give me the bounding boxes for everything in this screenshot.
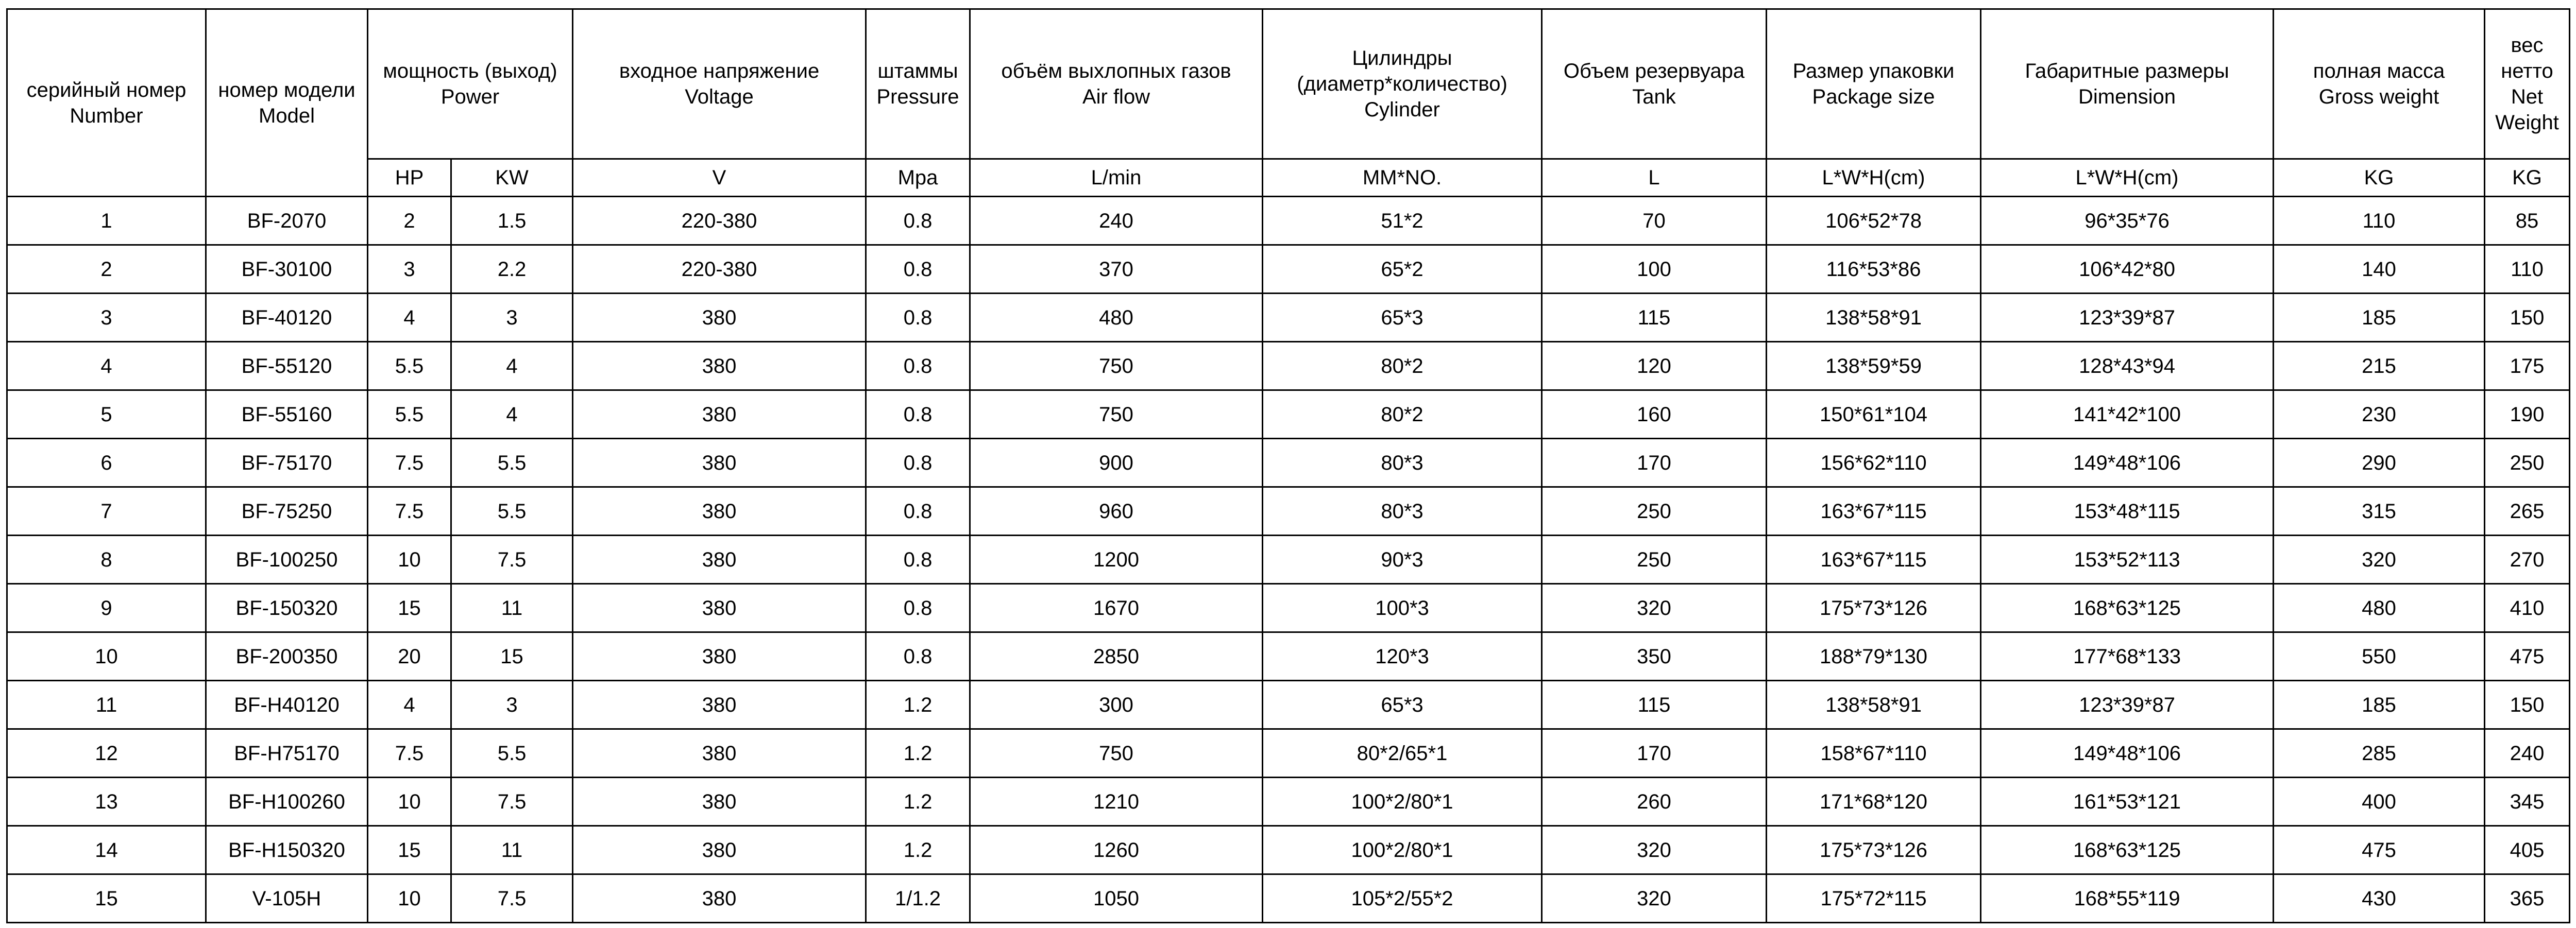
cell-cylinder: 80*3 — [1263, 439, 1542, 487]
cell-kw: 5.5 — [451, 487, 573, 536]
unit-voltage: V — [573, 159, 866, 197]
header-model: номер модели Model — [206, 9, 368, 197]
cell-package-size: 116*53*86 — [1767, 245, 1981, 294]
cell-net-weight: 345 — [2485, 778, 2570, 826]
table-row — [7, 439, 2570, 487]
cell-air-flow: 750 — [970, 729, 1263, 778]
cell-cylinder: 90*3 — [1263, 536, 1542, 584]
cell-gross-weight: 480 — [2274, 584, 2485, 632]
cell-gross-weight: 430 — [2274, 874, 2485, 923]
cell-net-weight: 85 — [2485, 197, 2570, 245]
table-row — [7, 826, 2570, 874]
cell-air-flow: 300 — [970, 681, 1263, 729]
cell-gross-weight: 550 — [2274, 632, 2485, 681]
cell-dimension: 96*35*76 — [1981, 197, 2274, 245]
cell-kw: 11 — [451, 826, 573, 874]
cell-pressure: 0.8 — [866, 632, 970, 681]
header-gross-weight: полная масса Gross weight — [2274, 9, 2485, 159]
cell-cylinder: 65*2 — [1263, 245, 1542, 294]
cell-dimension: 149*48*106 — [1981, 729, 2274, 778]
cell-gross-weight: 185 — [2274, 681, 2485, 729]
cell-model: BF-H100260 — [206, 778, 368, 826]
header-row — [7, 9, 2570, 159]
cell-kw: 11 — [451, 584, 573, 632]
cell-hp: 15 — [368, 584, 451, 632]
cell-package-size: 158*67*110 — [1767, 729, 1981, 778]
cell-cylinder: 80*2 — [1263, 390, 1542, 439]
cell-number: 14 — [7, 826, 206, 874]
cell-pressure: 1.2 — [866, 729, 970, 778]
cell-dimension: 141*42*100 — [1981, 390, 2274, 439]
cell-package-size: 150*61*104 — [1767, 390, 1981, 439]
cell-gross-weight: 110 — [2274, 197, 2485, 245]
cell-dimension: 123*39*87 — [1981, 294, 2274, 342]
cell-air-flow: 750 — [970, 342, 1263, 390]
header-air-flow: объём выхлопных газов Air flow — [970, 9, 1263, 159]
cell-cylinder: 120*3 — [1263, 632, 1542, 681]
table-row — [7, 294, 2570, 342]
cell-number: 5 — [7, 390, 206, 439]
cell-package-size: 138*58*91 — [1767, 681, 1981, 729]
cell-dimension: 123*39*87 — [1981, 681, 2274, 729]
cell-tank: 170 — [1542, 729, 1767, 778]
cell-package-size: 163*67*115 — [1767, 536, 1981, 584]
cell-pressure: 1/1.2 — [866, 874, 970, 923]
units-row — [7, 159, 2570, 197]
table-row — [7, 632, 2570, 681]
cell-hp: 7.5 — [368, 439, 451, 487]
cell-dimension: 149*48*106 — [1981, 439, 2274, 487]
cell-kw: 2.2 — [451, 245, 573, 294]
cell-model: BF-75170 — [206, 439, 368, 487]
cell-pressure: 0.8 — [866, 487, 970, 536]
cell-pressure: 0.8 — [866, 439, 970, 487]
cell-air-flow: 480 — [970, 294, 1263, 342]
cell-kw: 5.5 — [451, 439, 573, 487]
table-row — [7, 874, 2570, 923]
table-row — [7, 536, 2570, 584]
cell-pressure: 1.2 — [866, 826, 970, 874]
cell-pressure: 0.8 — [866, 584, 970, 632]
cell-kw: 7.5 — [451, 536, 573, 584]
cell-air-flow: 2850 — [970, 632, 1263, 681]
cell-package-size: 188*79*130 — [1767, 632, 1981, 681]
table-row — [7, 487, 2570, 536]
cell-cylinder: 80*2/65*1 — [1263, 729, 1542, 778]
unit-pressure: Mpa — [866, 159, 970, 197]
cell-cylinder: 51*2 — [1263, 197, 1542, 245]
cell-pressure: 0.8 — [866, 245, 970, 294]
cell-number: 10 — [7, 632, 206, 681]
cell-net-weight: 240 — [2485, 729, 2570, 778]
table-row — [7, 729, 2570, 778]
cell-hp: 10 — [368, 874, 451, 923]
cell-tank: 115 — [1542, 294, 1767, 342]
cell-net-weight: 405 — [2485, 826, 2570, 874]
cell-pressure: 1.2 — [866, 681, 970, 729]
cell-model: BF-55160 — [206, 390, 368, 439]
table-body — [7, 197, 2570, 923]
cell-pressure: 0.8 — [866, 342, 970, 390]
cell-air-flow: 900 — [970, 439, 1263, 487]
cell-net-weight: 150 — [2485, 294, 2570, 342]
header-net-weight: вес нетто Net Weight — [2485, 9, 2570, 159]
cell-gross-weight: 400 — [2274, 778, 2485, 826]
table-row — [7, 390, 2570, 439]
cell-gross-weight: 290 — [2274, 439, 2485, 487]
cell-tank: 100 — [1542, 245, 1767, 294]
cell-model: V-105H — [206, 874, 368, 923]
header-number: серийный номер Number — [7, 9, 206, 197]
cell-net-weight: 270 — [2485, 536, 2570, 584]
cell-model: BF-200350 — [206, 632, 368, 681]
cell-dimension: 153*48*115 — [1981, 487, 2274, 536]
cell-net-weight: 110 — [2485, 245, 2570, 294]
table-row — [7, 584, 2570, 632]
cell-model: BF-H150320 — [206, 826, 368, 874]
cell-net-weight: 150 — [2485, 681, 2570, 729]
cell-dimension: 168*55*119 — [1981, 874, 2274, 923]
cell-cylinder: 80*3 — [1263, 487, 1542, 536]
table-row — [7, 197, 2570, 245]
unit-kw: KW — [451, 159, 573, 197]
cell-kw: 7.5 — [451, 778, 573, 826]
cell-hp: 2 — [368, 197, 451, 245]
cell-dimension: 128*43*94 — [1981, 342, 2274, 390]
cell-net-weight: 475 — [2485, 632, 2570, 681]
cell-net-weight: 365 — [2485, 874, 2570, 923]
cell-package-size: 163*67*115 — [1767, 487, 1981, 536]
cell-model: BF-75250 — [206, 487, 368, 536]
cell-hp: 7.5 — [368, 487, 451, 536]
cell-model: BF-150320 — [206, 584, 368, 632]
cell-dimension: 106*42*80 — [1981, 245, 2274, 294]
cell-voltage: 380 — [573, 487, 866, 536]
cell-kw: 4 — [451, 342, 573, 390]
cell-kw: 1.5 — [451, 197, 573, 245]
cell-hp: 5.5 — [368, 342, 451, 390]
cell-package-size: 106*52*78 — [1767, 197, 1981, 245]
table-row — [7, 778, 2570, 826]
cell-voltage: 380 — [573, 826, 866, 874]
cell-tank: 250 — [1542, 487, 1767, 536]
header-voltage: входное напряжение Voltage — [573, 9, 866, 159]
cell-voltage: 220-380 — [573, 245, 866, 294]
header-power: мощность (выход) Power — [368, 9, 573, 159]
cell-number: 2 — [7, 245, 206, 294]
cell-hp: 15 — [368, 826, 451, 874]
cell-kw: 5.5 — [451, 729, 573, 778]
cell-gross-weight: 215 — [2274, 342, 2485, 390]
cell-gross-weight: 230 — [2274, 390, 2485, 439]
cell-kw: 3 — [451, 681, 573, 729]
cell-air-flow: 1260 — [970, 826, 1263, 874]
unit-dimension: L*W*H(cm) — [1981, 159, 2274, 197]
cell-model: BF-40120 — [206, 294, 368, 342]
cell-cylinder: 105*2/55*2 — [1263, 874, 1542, 923]
cell-gross-weight: 185 — [2274, 294, 2485, 342]
cell-net-weight: 265 — [2485, 487, 2570, 536]
cell-model: BF-100250 — [206, 536, 368, 584]
cell-voltage: 220-380 — [573, 197, 866, 245]
cell-gross-weight: 475 — [2274, 826, 2485, 874]
cell-hp: 4 — [368, 294, 451, 342]
cell-hp: 7.5 — [368, 729, 451, 778]
cell-tank: 170 — [1542, 439, 1767, 487]
cell-package-size: 171*68*120 — [1767, 778, 1981, 826]
cell-voltage: 380 — [573, 342, 866, 390]
cell-number: 4 — [7, 342, 206, 390]
cell-number: 6 — [7, 439, 206, 487]
cell-number: 7 — [7, 487, 206, 536]
cell-hp: 10 — [368, 778, 451, 826]
cell-air-flow: 1670 — [970, 584, 1263, 632]
cell-number: 8 — [7, 536, 206, 584]
cell-voltage: 380 — [573, 681, 866, 729]
cell-air-flow: 240 — [970, 197, 1263, 245]
unit-cylinder: MM*NO. — [1263, 159, 1542, 197]
spec-sheet — [6, 8, 2569, 920]
cell-tank: 350 — [1542, 632, 1767, 681]
cell-package-size: 138*59*59 — [1767, 342, 1981, 390]
cell-gross-weight: 285 — [2274, 729, 2485, 778]
cell-pressure: 0.8 — [866, 390, 970, 439]
cell-hp: 20 — [368, 632, 451, 681]
header-cylinder: Цилиндры (диаметр*количество) Cylinder — [1263, 9, 1542, 159]
cell-air-flow: 1210 — [970, 778, 1263, 826]
cell-tank: 115 — [1542, 681, 1767, 729]
cell-hp: 5.5 — [368, 390, 451, 439]
cell-dimension: 168*63*125 — [1981, 826, 2274, 874]
cell-kw: 3 — [451, 294, 573, 342]
cell-voltage: 380 — [573, 584, 866, 632]
cell-dimension: 161*53*121 — [1981, 778, 2274, 826]
cell-voltage: 380 — [573, 729, 866, 778]
cell-air-flow: 750 — [970, 390, 1263, 439]
unit-gross-weight: KG — [2274, 159, 2485, 197]
cell-hp: 10 — [368, 536, 451, 584]
cell-number: 1 — [7, 197, 206, 245]
cell-cylinder: 100*2/80*1 — [1263, 778, 1542, 826]
cell-dimension: 177*68*133 — [1981, 632, 2274, 681]
unit-air-flow: L/min — [970, 159, 1263, 197]
cell-tank: 320 — [1542, 584, 1767, 632]
cell-number: 3 — [7, 294, 206, 342]
cell-package-size: 175*73*126 — [1767, 584, 1981, 632]
header-pressure: штаммы Pressure — [866, 9, 970, 159]
cell-air-flow: 1050 — [970, 874, 1263, 923]
cell-net-weight: 190 — [2485, 390, 2570, 439]
cell-voltage: 380 — [573, 778, 866, 826]
cell-gross-weight: 320 — [2274, 536, 2485, 584]
unit-net-weight: KG — [2485, 159, 2570, 197]
cell-tank: 320 — [1542, 874, 1767, 923]
cell-voltage: 380 — [573, 439, 866, 487]
cell-package-size: 175*73*126 — [1767, 826, 1981, 874]
table-row — [7, 681, 2570, 729]
header-tank: Объем резервуара Tank — [1542, 9, 1767, 159]
cell-number: 12 — [7, 729, 206, 778]
cell-model: BF-H40120 — [206, 681, 368, 729]
cell-hp: 3 — [368, 245, 451, 294]
cell-tank: 320 — [1542, 826, 1767, 874]
cell-number: 11 — [7, 681, 206, 729]
cell-tank: 260 — [1542, 778, 1767, 826]
cell-package-size: 156*62*110 — [1767, 439, 1981, 487]
unit-tank: L — [1542, 159, 1767, 197]
cell-pressure: 0.8 — [866, 294, 970, 342]
header-package-size: Размер упаковки Package size — [1767, 9, 1981, 159]
cell-net-weight: 175 — [2485, 342, 2570, 390]
cell-net-weight: 410 — [2485, 584, 2570, 632]
cell-package-size: 175*72*115 — [1767, 874, 1981, 923]
cell-number: 9 — [7, 584, 206, 632]
cell-cylinder: 100*2/80*1 — [1263, 826, 1542, 874]
cell-air-flow: 370 — [970, 245, 1263, 294]
compressor-spec-table — [6, 8, 2570, 923]
cell-air-flow: 1200 — [970, 536, 1263, 584]
cell-gross-weight: 315 — [2274, 487, 2485, 536]
cell-hp: 4 — [368, 681, 451, 729]
cell-cylinder: 100*3 — [1263, 584, 1542, 632]
cell-number: 15 — [7, 874, 206, 923]
cell-net-weight: 250 — [2485, 439, 2570, 487]
cell-cylinder: 65*3 — [1263, 681, 1542, 729]
cell-pressure: 0.8 — [866, 536, 970, 584]
cell-tank: 160 — [1542, 390, 1767, 439]
cell-gross-weight: 140 — [2274, 245, 2485, 294]
cell-kw: 7.5 — [451, 874, 573, 923]
table-row — [7, 342, 2570, 390]
header-dimension: Габаритные размеры Dimension — [1981, 9, 2274, 159]
cell-cylinder: 80*2 — [1263, 342, 1542, 390]
cell-voltage: 380 — [573, 294, 866, 342]
cell-tank: 250 — [1542, 536, 1767, 584]
table-row — [7, 245, 2570, 294]
cell-pressure: 0.8 — [866, 197, 970, 245]
cell-voltage: 380 — [573, 874, 866, 923]
unit-hp: HP — [368, 159, 451, 197]
cell-voltage: 380 — [573, 632, 866, 681]
cell-voltage: 380 — [573, 536, 866, 584]
cell-tank: 120 — [1542, 342, 1767, 390]
cell-model: BF-30100 — [206, 245, 368, 294]
cell-tank: 70 — [1542, 197, 1767, 245]
cell-cylinder: 65*3 — [1263, 294, 1542, 342]
cell-model: BF-H75170 — [206, 729, 368, 778]
cell-model: BF-55120 — [206, 342, 368, 390]
cell-number: 13 — [7, 778, 206, 826]
unit-package-size: L*W*H(cm) — [1767, 159, 1981, 197]
cell-kw: 4 — [451, 390, 573, 439]
cell-pressure: 1.2 — [866, 778, 970, 826]
cell-dimension: 168*63*125 — [1981, 584, 2274, 632]
cell-dimension: 153*52*113 — [1981, 536, 2274, 584]
cell-model: BF-2070 — [206, 197, 368, 245]
cell-package-size: 138*58*91 — [1767, 294, 1981, 342]
cell-voltage: 380 — [573, 390, 866, 439]
cell-air-flow: 960 — [970, 487, 1263, 536]
cell-kw: 15 — [451, 632, 573, 681]
